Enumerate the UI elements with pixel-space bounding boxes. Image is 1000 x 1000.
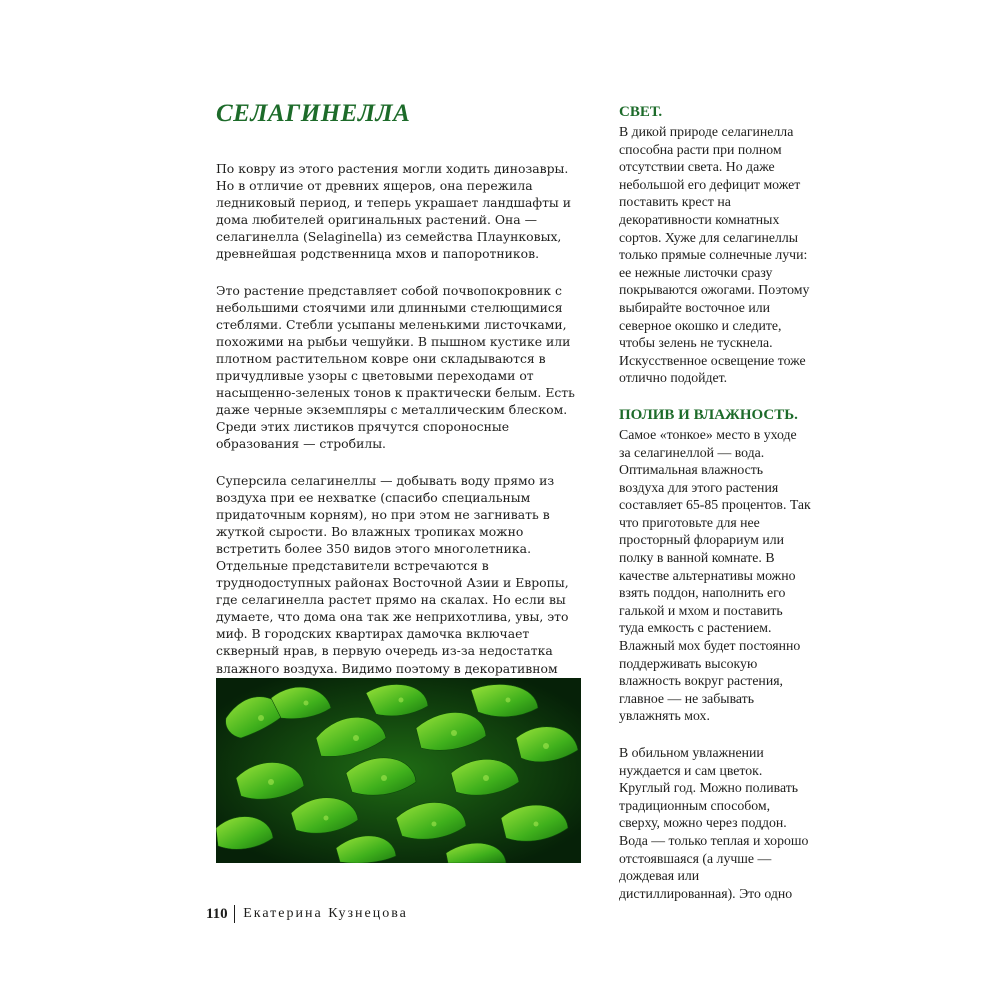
right-column xyxy=(619,103,811,921)
intro-paragraph: По ковру из этого растения могли ходить динозавры. Но в отличие от древних ящеров, она пережила ледниковый период, и теперь украшает ландшафты и дома любителей оригинальных растений. Она — селагинелла (Selaginella) из семейства Плаунковых, древнейшая родственница мхов и папоротников. xyxy=(216,161,571,262)
left-column xyxy=(216,160,588,730)
watering-text: Самое «тонкое» место в уходе за селагинеллой — вода. Оптимальная влажность воздуха для этого растения составляет 65-85 процентов. Так что приготовьте для нее просторный флорариум или полку в ванной комнате. В качестве альтернативы можно взять поддон, наполнить его галькой и мхом и поставить туда емкость с растением. Влажный мох будет постоянно поддерживать высокую влажность вокруг растения, главное — не забывать увлажнять мох. xyxy=(619,426,811,724)
superpower-paragraph: Суперсила селагинеллы — добывать воду прямо из воздуха при ее нехватке (спасибо специальным придаточным корням), но при этом не загнивать в жуткой сырости. Во влажных тропиках можно встретить более 350 видов этого многолетника. Отдельные представители встречаются в труднодоступных районах Восточной Азии и Европы, где селагинелла растет прямо на скалах. Но если вы думаете, что дома она так же неприхотлива, увы, это миф. В городских квартирах дамочка включает скверный нрав, в первую очередь из-за недостатка влажного воздуха. Видимо поэтому в декоративном xyxy=(216,472,569,676)
page-footer xyxy=(206,905,408,923)
footer-divider xyxy=(234,905,236,923)
page-title: СЕЛАГИНЕЛЛА xyxy=(216,100,411,127)
light-text: В дикой природе селагинелла способна расти при полном отсутствии света. Но даже небольшой его дефицит может поставить крест на декоративности комнатных сортов. Хуже для селагинеллы только прямые солнечные лучи: ее нежные листочки сразу покрываются ожогами. Поэтому выбирайте восточное или северное окошко и следите, чтобы зелень не тускнела. Искусственное освещение тоже отлично подойдет. xyxy=(619,124,810,386)
description-paragraph: Это растение представляет собой почвопокровник с небольшими стоячими или длинными стелющимися стеблями. Стебли усыпаны меленькими листочками, похожими на рыбьи чешуйки. В пышном кустике или плотном растительном ковре они складываются в причудливые узоры с цветовыми переходами от насыщенно-зеленых тонов к практически белым. Есть даже черные экземпляры с металлическим блеском. Среди этих листиков прячутся спороносные образования — стробилы. xyxy=(216,282,575,452)
watering-text-continued: В обильном увлажнении нуждается и сам цветок. Круглый год. Можно поливать традиционным способом, сверху, можно через поддон. Вода — только теплая и хорошо отстоявшаяся (а лучше — дождевая или дистиллированная). Это одно xyxy=(619,745,809,901)
page-number: 110 xyxy=(206,905,228,922)
watering-heading: ПОЛИВ И ВЛАЖНОСТЬ. xyxy=(619,406,798,423)
author-name: Екатерина Кузнецова xyxy=(243,906,408,921)
light-heading: СВЕТ. xyxy=(619,104,663,120)
selaginella-photo xyxy=(216,678,581,863)
selaginella-plant-icon xyxy=(216,678,581,863)
